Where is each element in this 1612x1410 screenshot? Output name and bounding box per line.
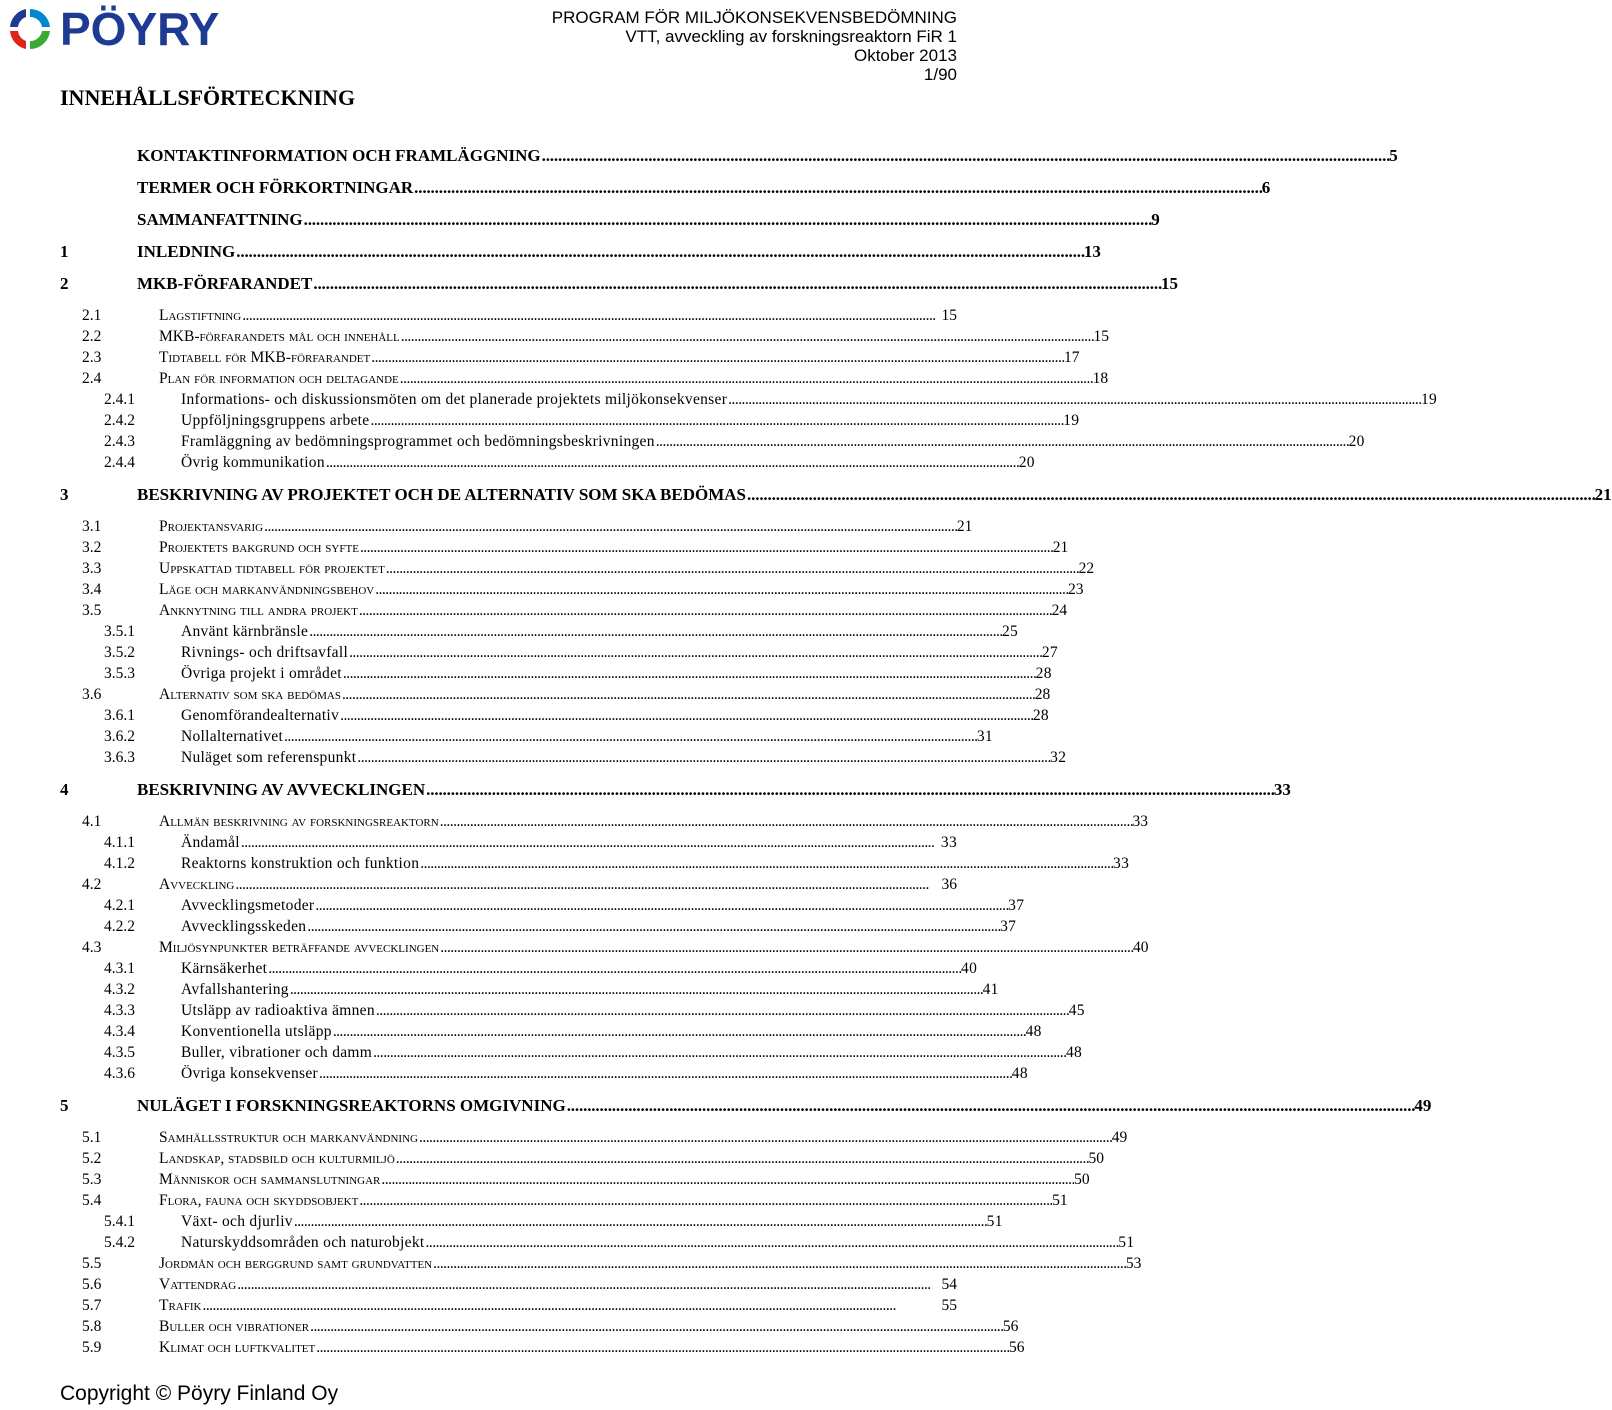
toc-dot-leader [307, 917, 999, 936]
toc-entry-number: 3.6.1 [104, 707, 135, 724]
toc-entry-page: 18 [1092, 370, 1109, 387]
toc-entry-label: Anknytning till andra projekt [159, 602, 358, 619]
toc-entry-page: 19 [1420, 391, 1438, 408]
toc-entry-number: 5 [60, 1096, 69, 1115]
toc-dot-leader [371, 348, 1063, 367]
toc-entry-label: Kärnsäkerhet [181, 960, 268, 977]
toc-dot-leader [236, 242, 1083, 262]
toc-dot-leader [340, 706, 1032, 725]
toc-entry-number: 4.1 [82, 813, 102, 830]
toc-entry-label: BESKRIVNING AV AVVECKLINGEN [137, 780, 426, 799]
toc-entry-label: Konventionella utsläpp [181, 1023, 332, 1040]
toc-entry-page: 36 [941, 876, 957, 893]
toc-entry[interactable] [60, 938, 1149, 957]
toc-entry-number: 4.2 [82, 876, 102, 893]
toc-entry-label: Använt kärnbränsle [181, 623, 309, 640]
toc-entry-page: 5 [1389, 146, 1398, 165]
toc-dot-leader [381, 1170, 1073, 1189]
toc-entry-number: 4.3.3 [104, 1002, 135, 1019]
toc-entry-number: 5.3 [82, 1171, 102, 1188]
toc-dot-leader [375, 580, 1067, 599]
toc-entry-page: 21 [1052, 539, 1069, 556]
toc-dot-leader [567, 1096, 1414, 1116]
toc-entry-number: 2.4.3 [104, 433, 135, 450]
toc-entry-number: 5.1 [82, 1129, 102, 1146]
toc-entry[interactable] [60, 875, 957, 894]
toc-dot-leader [357, 748, 1049, 767]
toc-entry-number: 5.8 [82, 1318, 102, 1335]
toc-entry-page: 56 [1009, 1339, 1025, 1356]
toc-entry[interactable] [60, 959, 978, 978]
toc-entry-label: Växt- och djurliv [181, 1213, 293, 1230]
toc-entry[interactable] [60, 1128, 1128, 1147]
toc-entry[interactable] [60, 812, 1148, 831]
toc-entry[interactable] [60, 1275, 957, 1294]
toc-entry-label: Samhällsstruktur och markanvändning [159, 1129, 418, 1146]
toc-entry-label: Människor och sammanslutningar [159, 1171, 381, 1188]
toc-entry-number: 4.3 [82, 939, 102, 956]
toc-entry-label: Klimat och luftkvalitet [159, 1339, 316, 1356]
toc-entry-page: 48 [1025, 1023, 1042, 1040]
toc-entry-page: 21 [956, 518, 973, 535]
toc-entry-number: 5.4.1 [104, 1213, 135, 1230]
toc-entry[interactable] [60, 348, 1080, 367]
toc-entry-number: 2.2 [82, 328, 102, 345]
toc-entry-page: 33 [1273, 780, 1291, 799]
toc-entry[interactable] [60, 327, 1110, 346]
toc-entry-number: 3.5.1 [104, 623, 135, 640]
toc-dot-leader [656, 432, 1348, 451]
toc-dot-leader [440, 938, 1132, 957]
toc-entry-page: 20 [1348, 433, 1365, 450]
toc-entry-label: Tidtabell för MKB-förfarandet [159, 349, 371, 366]
toc-entry[interactable] [60, 1022, 1042, 1041]
toc-entry-page: 19 [1063, 412, 1080, 429]
toc-entry-page: 37 [1000, 918, 1017, 935]
toc-entry[interactable] [60, 580, 1084, 599]
toc-entry-number: 4.2.1 [104, 897, 135, 914]
toc-entry-page: 9 [1151, 210, 1160, 229]
toc-entry-number: 5.9 [82, 1339, 102, 1356]
toc-dot-leader [319, 1064, 1011, 1083]
toc-entry[interactable] [60, 1170, 1090, 1189]
toc-entry-number: 2.4.4 [104, 454, 135, 471]
toc-entry-page: 56 [1002, 1318, 1019, 1335]
toc-entry-number: 2.3 [82, 349, 102, 366]
toc-entry-page: 28 [1032, 707, 1049, 724]
toc-entry[interactable] [60, 1338, 1025, 1357]
toc-entry-page: 28 [1035, 665, 1052, 682]
toc-entry-label: Övrig kommunikation [181, 454, 325, 471]
toc-entry-label: Utsläpp av radioaktiva ämnen [181, 1002, 375, 1019]
toc-entry-label: TERMER OCH FÖRKORTNINGAR [137, 178, 414, 197]
toc-entry-label: Avvecklingsmetoder [181, 897, 315, 914]
toc-entry-page: 21 [1594, 485, 1612, 504]
toc-entry-page: 51 [1052, 1192, 1068, 1209]
toc-dot-leader [376, 1001, 1068, 1020]
toc-entry-page: 32 [1050, 749, 1067, 766]
toc-entry-label: Allmän beskrivning av forskningsreaktorn [159, 813, 439, 830]
toc-entry-page: 49 [1414, 1096, 1432, 1115]
toc-entry-label: SAMMANFATTNING [137, 210, 303, 229]
toc-entry-number: 4 [60, 780, 69, 799]
toc-entry-page: 15 [1093, 328, 1110, 345]
toc-entry-label: Reaktorns konstruktion och funktion [181, 855, 420, 872]
doc-date: Oktober 2013 [853, 46, 957, 65]
toc-dot-leader [747, 485, 1594, 505]
toc-title: INNEHÅLLSFÖRTECKNING [60, 85, 356, 110]
toc-entry-number: 2 [60, 274, 69, 293]
toc-entry-label: Plan för information och deltagande [159, 370, 399, 387]
toc-entry-number: 3.5.2 [104, 644, 135, 661]
toc-entry-label: Nuläget som referenspunkt [181, 749, 357, 766]
toc-entry[interactable] [60, 833, 957, 852]
toc-entry[interactable] [60, 210, 1160, 230]
toc-dot-leader [386, 559, 1078, 578]
toc-entry-label: Rivnings- och driftsavfall [181, 644, 349, 661]
toc-dot-leader [396, 1149, 1088, 1168]
toc-entry[interactable] [60, 369, 1109, 388]
toc-entry[interactable] [60, 432, 1365, 451]
toc-entry-label: Vattendrag [159, 1276, 237, 1293]
toc-dot-leader [542, 146, 1389, 166]
toc-entry[interactable] [60, 1096, 1432, 1116]
toc-entry[interactable] [60, 1149, 1105, 1168]
toc-entry-label: Nollalternativet [181, 728, 284, 745]
toc-entry-number: 3.5 [82, 602, 102, 619]
toc-entry[interactable] [60, 664, 1052, 683]
toc-dot-leader [237, 1275, 940, 1294]
toc-entry-number: 5.2 [82, 1150, 102, 1167]
toc-dot-leader [294, 1212, 986, 1231]
toc-entry-page: 40 [961, 960, 978, 977]
toc-entry-number: 2.4.2 [104, 412, 135, 429]
toc-entry-number: 2.4.1 [104, 391, 135, 408]
toc-entry-label: Informations- och diskussionsmöten om det planerade projektets miljökonsekvenser [181, 391, 728, 408]
toc-entry-label: Projektansvarig [159, 518, 264, 535]
toc-entry[interactable] [60, 896, 1025, 915]
toc-entry-page: 50 [1074, 1171, 1090, 1188]
toc-entry[interactable] [60, 559, 1095, 578]
toc-dot-leader [728, 390, 1420, 409]
toc-dot-leader [433, 1254, 1125, 1273]
toc-entry[interactable] [60, 980, 999, 999]
toc-entry-number: 3.6.2 [104, 728, 135, 745]
toc-dot-leader [426, 1233, 1118, 1252]
toc-entry-number: 3.4 [82, 581, 102, 598]
toc-dot-leader [401, 327, 1093, 346]
toc-entry-page: 6 [1261, 178, 1271, 197]
document-header [552, 8, 957, 84]
toc-entry-label: Flora, fauna och skyddsobjekt [159, 1192, 359, 1209]
toc-dot-leader [290, 980, 982, 999]
toc-entry-page: 33 [940, 834, 957, 851]
copyright-footer: Copyright © Pöyry Finland Oy [60, 1382, 339, 1405]
page-number: 1/90 [923, 65, 957, 84]
toc-dot-leader [202, 1296, 940, 1315]
toc-dot-leader [326, 453, 1018, 472]
toc-entry-page: 23 [1068, 581, 1084, 598]
toc-dot-leader [315, 896, 1007, 915]
toc-entry-label: NULÄGET I FORSKNINGSREAKTORNS OMGIVNING [137, 1096, 566, 1115]
toc-dot-leader [316, 1338, 1008, 1357]
toc-entry-label: Läge och markanvändningsbehov [159, 581, 375, 598]
toc-entry[interactable] [60, 1191, 1068, 1210]
toc-entry-page: 24 [1051, 602, 1068, 619]
toc-entry[interactable] [60, 274, 1178, 294]
toc-entry-label: Lagstiftning [159, 307, 242, 324]
toc-entry[interactable] [60, 685, 1051, 704]
toc-entry-number: 2.1 [82, 307, 102, 324]
toc-entry[interactable] [60, 706, 1049, 725]
toc-dot-leader [310, 1317, 1002, 1336]
toc-entry[interactable] [60, 485, 1612, 505]
toc-entry-number: 3.1 [82, 518, 102, 535]
toc-entry-label: Alternativ som ska bedömas [159, 686, 341, 703]
toc-entry-label: Övriga projekt i området [181, 665, 342, 682]
toc-dot-leader [264, 517, 956, 536]
toc-entry[interactable] [60, 146, 1398, 166]
toc-entry-label: Ändamål [181, 834, 240, 851]
toc-entry-page: 48 [1065, 1044, 1083, 1061]
toc-dot-leader [343, 664, 1035, 683]
toc-entry-label: Uppskattad tidtabell för projektet [159, 560, 385, 577]
toc-entry[interactable] [60, 1212, 1003, 1231]
toc-dot-leader [370, 411, 1062, 430]
toc-entry-number: 3 [60, 485, 69, 504]
toc-entry[interactable] [60, 1064, 1028, 1083]
toc-entry-page: 55 [941, 1297, 957, 1314]
toc-entry[interactable] [60, 1254, 1142, 1273]
toc-entry[interactable] [60, 1043, 1083, 1062]
toc-entry-page: 51 [986, 1213, 1003, 1230]
toc-entry-number: 3.5.3 [104, 665, 135, 682]
toc-entry-page: 37 [1008, 897, 1025, 914]
toc-dot-leader [333, 1022, 1025, 1041]
toc-entry-label: INLEDNING [137, 242, 236, 261]
toc-dot-leader [360, 538, 1052, 557]
toc-entry-page: 33 [1113, 855, 1130, 872]
toc-entry-page: 15 [1161, 274, 1178, 293]
toc-entry-page: 51 [1118, 1234, 1135, 1251]
toc-entry[interactable] [60, 306, 957, 325]
toc-entry-number: 3.2 [82, 539, 102, 556]
toc-entry-page: 54 [941, 1276, 957, 1293]
toc-entry-label: Avveckling [159, 876, 235, 893]
toc-entry-number: 5.4 [82, 1192, 102, 1209]
toc-entry-number: 3.6 [82, 686, 102, 703]
toc-entry[interactable] [60, 517, 973, 536]
doc-title: PROGRAM FÖR MILJÖKONSEKVENSBEDÖMNING [551, 8, 957, 27]
toc-entry[interactable] [60, 643, 1058, 662]
logo-swirl-icon [6, 6, 54, 52]
toc-entry-label: Avvecklingsskeden [181, 918, 307, 935]
toc-entry-page: 33 [1132, 813, 1148, 830]
toc-entry-page: 28 [1034, 686, 1051, 703]
toc-entry[interactable] [60, 780, 1291, 800]
toc-entry-number: 4.3.1 [104, 960, 135, 977]
toc-entry-label: Naturskyddsområden och naturobjekt [181, 1234, 425, 1251]
toc-entry-number: 4.3.4 [104, 1023, 135, 1040]
toc-entry[interactable] [60, 390, 1438, 409]
toc-dot-leader [373, 1043, 1065, 1062]
doc-subtitle: VTT, avveckling av forskningsreaktorn FiR 1 [625, 27, 957, 46]
toc-entry-number: 5.4.2 [104, 1234, 135, 1251]
toc-dot-leader [419, 1128, 1111, 1147]
company-logo [6, 3, 220, 55]
toc-entry[interactable] [60, 1233, 1135, 1252]
toc-entry-number: 5.6 [82, 1276, 102, 1293]
toc-entry-number: 4.1.1 [104, 834, 135, 851]
toc-dot-leader [268, 959, 960, 978]
logo-text: PÖYRY [60, 3, 220, 55]
toc-entry-label: Avfallshantering [181, 981, 289, 998]
toc-entry-page: 45 [1068, 1002, 1085, 1019]
toc-entry-label: Jordmån och berggrund samt grundvatten [159, 1255, 433, 1272]
toc-entry-label: Miljösynpunkter beträffande avvecklingen [159, 939, 440, 956]
toc-entry[interactable] [60, 854, 1130, 873]
toc-entry[interactable] [60, 453, 1035, 472]
toc-dot-leader [349, 643, 1041, 662]
toc-entry-number: 5.5 [82, 1255, 102, 1272]
toc-entry-number: 5.7 [82, 1297, 102, 1314]
toc-dot-leader [420, 854, 1112, 873]
toc-entry-number: 4.1.2 [104, 855, 135, 872]
toc-dot-leader [309, 622, 1001, 641]
toc-entry[interactable] [60, 538, 1069, 557]
toc-dot-leader [304, 210, 1151, 230]
toc-entry-label: MKB-FÖRFARANDET [137, 274, 313, 293]
toc-entry-label: Landskap, stadsbild och kulturmiljö [159, 1150, 395, 1167]
toc-entry-page: 49 [1111, 1129, 1128, 1146]
toc-entry[interactable] [60, 917, 1017, 936]
toc-entry[interactable] [60, 1001, 1085, 1020]
toc-entry-page: 27 [1041, 644, 1058, 661]
toc-entry-number: 2.4 [82, 370, 102, 387]
toc-entry-label: Trafik [159, 1297, 202, 1314]
toc-entry-label: BESKRIVNING AV PROJEKTET OCH DE ALTERNATIV SOM SKA BEDÖMAS [137, 485, 747, 504]
toc-dot-leader [426, 780, 1273, 800]
toc-entry-label: Buller, vibrationer och damm [181, 1044, 373, 1061]
toc-entry-number: 3.6.3 [104, 749, 135, 766]
toc-entry-label: Buller och vibrationer [159, 1318, 310, 1335]
toc-entry-label: Projektets bakgrund och syfte [159, 539, 359, 556]
toc-entry-page: 53 [1125, 1255, 1142, 1272]
toc-entry-page: 41 [982, 981, 999, 998]
toc-entry-number: 4.3.2 [104, 981, 135, 998]
toc-entry-page: 15 [941, 307, 957, 324]
toc-dot-leader [359, 1191, 1051, 1210]
toc-entry-label: Uppföljningsgruppens arbete [181, 412, 370, 429]
toc-entry[interactable] [60, 178, 1271, 198]
toc-dot-leader [400, 369, 1092, 388]
toc-entry-number: 4.3.5 [104, 1044, 135, 1061]
toc-entry[interactable] [60, 1296, 957, 1315]
toc-entry[interactable] [60, 748, 1067, 767]
toc-dot-leader [241, 833, 940, 852]
toc-entry-label: KONTAKTINFORMATION OCH FRAMLÄGGNING [137, 146, 541, 165]
toc-entry[interactable] [60, 727, 993, 746]
toc-dot-leader [414, 178, 1261, 198]
toc-entry-page: 22 [1078, 560, 1095, 577]
toc-entry-page: 17 [1064, 349, 1080, 366]
toc-entry-page: 50 [1088, 1150, 1105, 1167]
toc-dot-leader [235, 875, 940, 894]
toc-entry-page: 20 [1018, 454, 1035, 471]
toc-entry-page: 31 [976, 728, 993, 745]
toc-entry-number: 4.3.6 [104, 1065, 135, 1082]
toc-entry-number: 1 [60, 242, 69, 261]
toc-entry-label: MKB-förfarandets mål och innehåll [159, 328, 400, 345]
toc-entry-page: 48 [1011, 1065, 1028, 1082]
toc-dot-leader [359, 601, 1051, 620]
toc-dot-leader [242, 306, 940, 325]
toc-entry-number: 4.2.2 [104, 918, 135, 935]
toc-entry[interactable] [60, 601, 1068, 620]
toc-dot-leader [284, 727, 976, 746]
toc-entry-label: Genomförandealternativ [181, 707, 340, 724]
toc-entry-page: 40 [1133, 939, 1149, 956]
toc-entry-number: 3.3 [82, 560, 102, 577]
toc-entry[interactable] [60, 622, 1019, 641]
toc-dot-leader [313, 274, 1160, 294]
toc-entry[interactable] [60, 411, 1080, 430]
toc-dot-leader [342, 685, 1034, 704]
toc-entry[interactable] [60, 242, 1101, 262]
toc-entry-label: Övriga konsekvenser [181, 1065, 318, 1082]
toc-dot-leader [440, 812, 1132, 831]
toc-entry-label: Framläggning av bedömningsprogrammet och bedömningsbeskrivningen [181, 433, 655, 450]
toc-entry-page: 13 [1083, 242, 1101, 261]
toc-entry[interactable] [60, 1317, 1019, 1336]
toc-entry-page: 25 [1002, 623, 1019, 640]
